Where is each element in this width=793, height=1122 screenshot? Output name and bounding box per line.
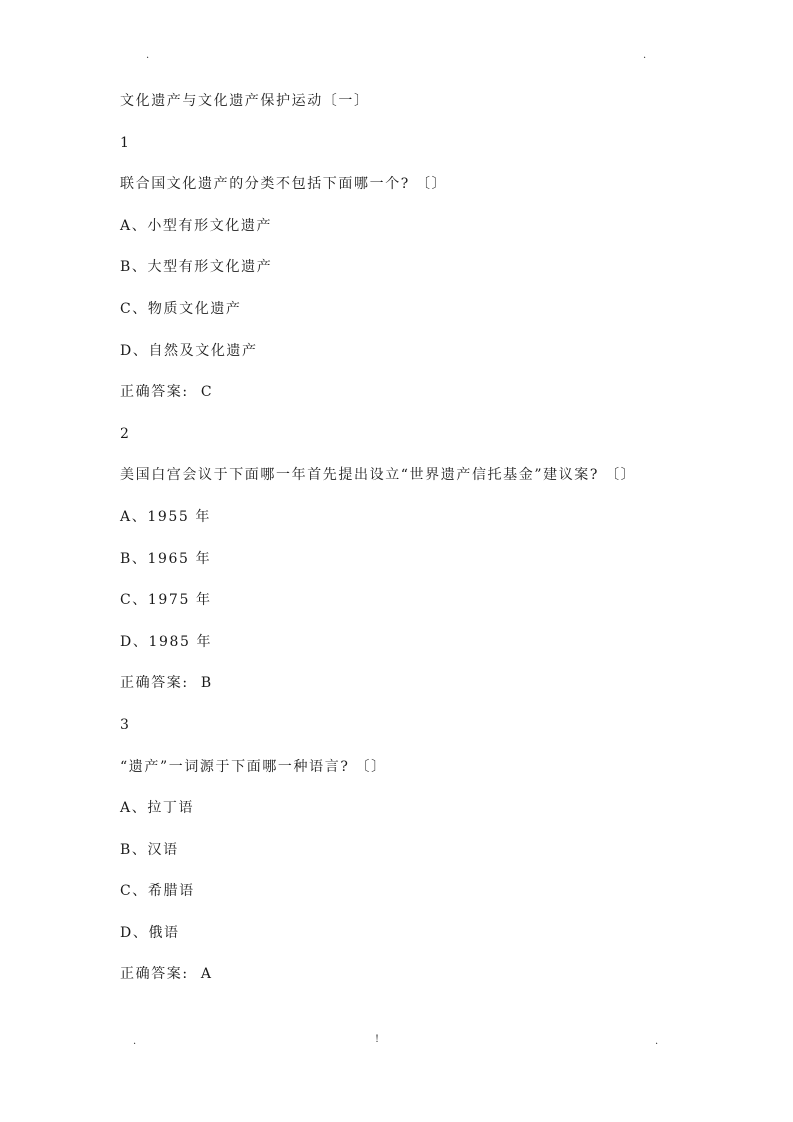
option-label: D、 xyxy=(120,633,149,650)
option-label: B、 xyxy=(120,259,148,276)
question-number: 3 xyxy=(120,716,131,733)
option-label: D、 xyxy=(120,342,149,359)
option-label: C、 xyxy=(120,300,148,317)
option-item xyxy=(120,586,720,628)
page-number-mark: ! xyxy=(375,1034,380,1045)
answer-value: C xyxy=(200,384,214,401)
option-item xyxy=(120,628,720,670)
option-text: 自然及文化遗产 xyxy=(148,342,258,359)
option-text: 大型有形文化遗产 xyxy=(147,259,273,276)
answer-line xyxy=(120,669,720,711)
option-label: A、 xyxy=(120,800,148,817)
option-text: 1965 年 xyxy=(147,550,212,567)
option-item xyxy=(120,545,720,587)
answer-label: 正确答案: xyxy=(120,675,189,692)
option-item xyxy=(120,253,720,295)
header-right-mark: . xyxy=(643,50,647,61)
option-label: A、 xyxy=(120,217,148,234)
document-body xyxy=(120,87,720,1002)
question-text: “遗产”一词源于下面哪一种语言? 〔〕 xyxy=(120,758,387,775)
option-text: 拉丁语 xyxy=(147,800,195,817)
option-label: A、 xyxy=(120,508,148,525)
option-label: C、 xyxy=(120,883,148,900)
option-text: 1955 年 xyxy=(147,508,211,525)
document-title: 文化遗产与文化遗产保护运动〔一〕 xyxy=(120,93,370,109)
option-item xyxy=(120,503,720,545)
option-text: 希腊语 xyxy=(147,883,195,900)
answer-value: B xyxy=(200,675,213,692)
option-text: 汉语 xyxy=(147,841,179,858)
option-item xyxy=(120,794,720,836)
option-item xyxy=(120,337,720,379)
answer-line xyxy=(120,378,720,420)
option-item xyxy=(120,919,720,961)
question-number: 2 xyxy=(120,425,131,442)
answer-value: A xyxy=(200,966,213,983)
option-label: B、 xyxy=(120,550,148,567)
option-text: 1975 年 xyxy=(147,592,212,609)
answer-label: 正确答案: xyxy=(120,966,189,983)
option-item xyxy=(120,212,720,254)
option-label: D、 xyxy=(120,924,149,941)
option-label: C、 xyxy=(120,592,148,609)
footer-right-mark: . xyxy=(655,1036,659,1047)
question-text: 联合国文化遗产的分类不包括下面哪一个? 〔〕 xyxy=(120,176,448,193)
option-text: 俄语 xyxy=(148,924,180,941)
answer-label: 正确答案: xyxy=(120,384,189,401)
question-text: 美国白宫会议于下面哪一年首先提出设立“世界遗产信托基金”建议案? 〔〕 xyxy=(120,467,637,484)
option-text: 物质文化遗产 xyxy=(147,300,242,317)
header-left-mark: . xyxy=(146,50,150,61)
option-item xyxy=(120,295,720,337)
option-label: B、 xyxy=(120,841,148,858)
option-text: 1985 年 xyxy=(148,633,213,650)
footer-left-mark: . xyxy=(133,1036,137,1047)
answer-line xyxy=(120,960,720,1002)
option-item xyxy=(120,836,720,878)
option-text: 小型有形文化遗产 xyxy=(147,217,273,234)
option-item xyxy=(120,877,720,919)
question-number: 1 xyxy=(120,134,131,151)
